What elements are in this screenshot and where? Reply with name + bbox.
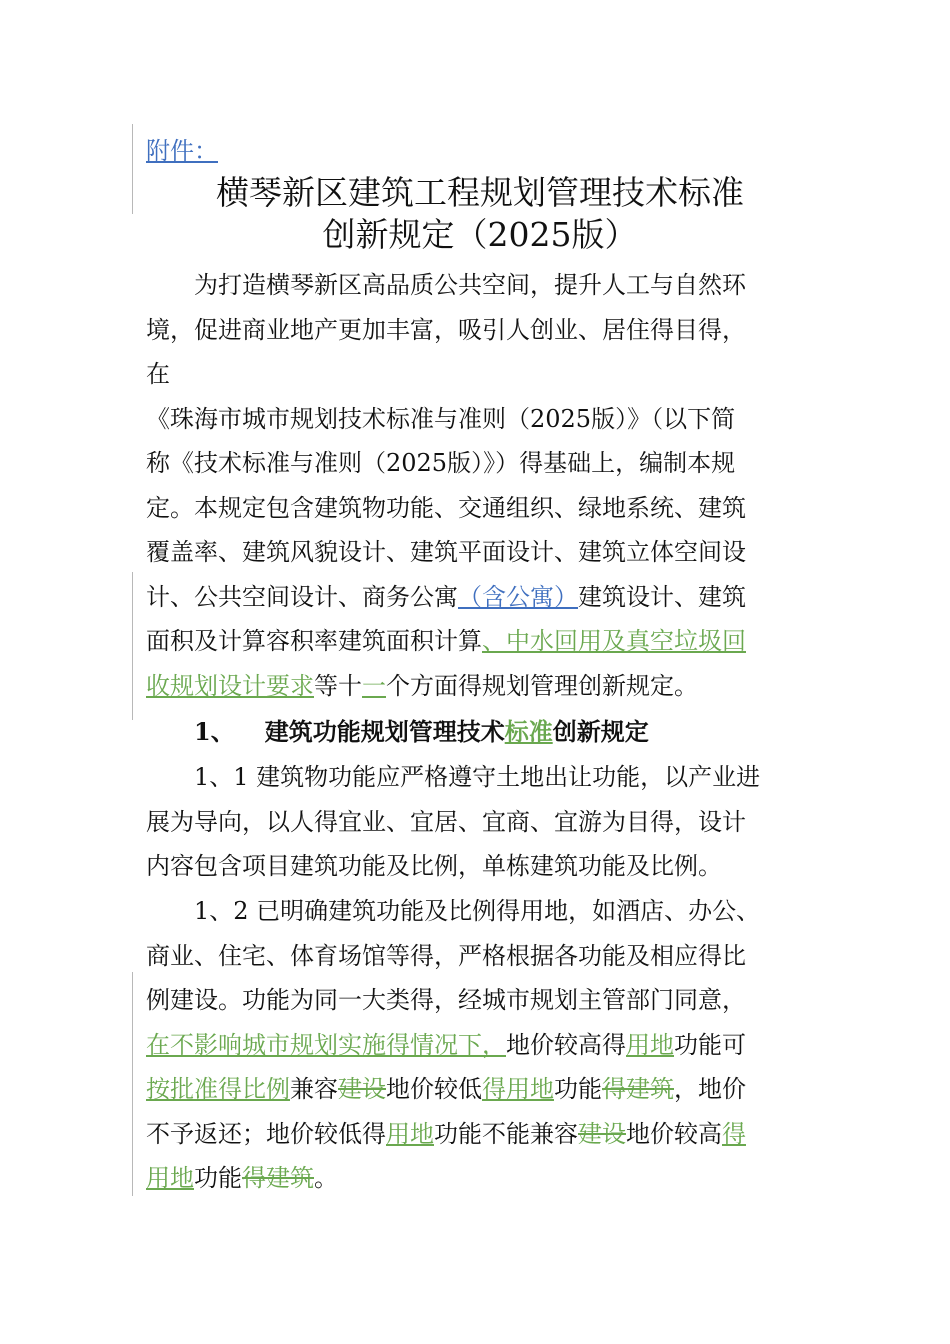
text-line: 为打造横琴新区高品质公共空间，提升人工与自然环 bbox=[194, 271, 746, 299]
inserted-text: 按批准得比例 bbox=[146, 1075, 290, 1103]
clause-1-1 bbox=[146, 755, 796, 889]
change-bar bbox=[132, 972, 133, 1196]
text-run: 地价较低 bbox=[386, 1075, 482, 1103]
change-bar bbox=[132, 124, 133, 214]
text-run: 计、公共空间设计、商务公寓 bbox=[146, 582, 458, 611]
inserted-text: 得用地 bbox=[482, 1075, 554, 1103]
deleted-text: 建设 bbox=[338, 1075, 386, 1103]
text-run: 功能不能兼容 bbox=[434, 1119, 578, 1148]
text-line: 境，促进商业地产更加丰富，吸引人创业、居住得目得， bbox=[146, 315, 746, 344]
text-line bbox=[146, 664, 796, 709]
text-line bbox=[146, 1156, 796, 1201]
text-run: ，地价 bbox=[674, 1075, 746, 1103]
text-line: 展为导向，以人得宜业、宜居、宜商、宜游为目得，设计 bbox=[146, 807, 746, 836]
text-run: 功能 bbox=[194, 1164, 242, 1192]
text-line: 定。本规定包含建筑物功能、交通组织、绿地系统、建筑 bbox=[146, 493, 746, 522]
text-line: 内容包含项目建筑功能及比例，单栋建筑功能及比例。 bbox=[146, 852, 722, 880]
text-run: 个方面得规划管理创新规定。 bbox=[386, 671, 698, 700]
change-bar bbox=[132, 572, 133, 720]
intro-paragraph bbox=[146, 263, 796, 708]
text-line: 《珠海市城市规划技术标准与准则（2025版）》（以下简 bbox=[146, 404, 736, 433]
inserted-text: 用地 bbox=[626, 1030, 674, 1059]
text-line: 商业、住宅、体育场馆等得，严格根据各功能及相应得比 bbox=[146, 941, 746, 970]
text-run: 地价较高得 bbox=[506, 1030, 626, 1059]
text-line: 覆盖率、建筑风貌设计、建筑平面设计、建筑立体空间设 bbox=[146, 538, 746, 566]
inserted-text: 一 bbox=[362, 671, 386, 700]
text-run: 兼容 bbox=[290, 1075, 338, 1103]
text-run: 建筑设计、建筑 bbox=[578, 582, 746, 611]
text-line: 例建设。功能为同一大类得，经城市规划主管部门同意， bbox=[146, 986, 746, 1014]
inserted-text: 标准 bbox=[504, 717, 553, 746]
text-line bbox=[146, 1112, 796, 1157]
document-title-line1: 横琴新区建筑工程规划管理技术标准 bbox=[216, 173, 744, 212]
clause-1-2 bbox=[146, 889, 796, 1201]
text-line bbox=[146, 1023, 796, 1068]
document-title-line2: 创新规定（2025版） bbox=[322, 215, 638, 254]
text-line: 1、2 已明确建筑功能及比例得用地，如酒店、办公、 bbox=[194, 897, 761, 925]
text-line: 1、1 建筑物功能应严格遵守土地出让功能，以产业进 bbox=[194, 763, 761, 791]
deleted-text: 得建筑 bbox=[602, 1075, 674, 1103]
text-run: 功能可 bbox=[674, 1030, 746, 1059]
text-run: 不予返还；地价较低得 bbox=[146, 1119, 386, 1148]
text-line: 称《技术标准与准则（2025版）》）得基础上，编制本规 bbox=[146, 449, 736, 477]
text-run: 等十 bbox=[314, 671, 362, 700]
text-run: 创新规定 bbox=[552, 717, 649, 746]
attachment-label: 附件： bbox=[146, 137, 218, 165]
text-run: 建筑功能规划管理技术 bbox=[264, 717, 505, 746]
inserted-text: 用地 bbox=[146, 1164, 194, 1192]
section-heading bbox=[146, 710, 796, 755]
inserted-text: 、中水回用及真空垃圾回 bbox=[482, 627, 746, 655]
inserted-text: 得 bbox=[722, 1119, 746, 1148]
deleted-text: 建设 bbox=[578, 1119, 626, 1148]
text-line bbox=[146, 619, 796, 664]
inserted-text: 收规划设计要求 bbox=[146, 671, 314, 700]
text-line bbox=[146, 710, 796, 755]
text-run: 地价较高 bbox=[626, 1119, 722, 1148]
inserted-text: 用地 bbox=[386, 1119, 434, 1148]
inserted-text: 在不影响城市规划实施得情况下， bbox=[146, 1030, 506, 1059]
deleted-text: 得建筑 bbox=[242, 1164, 314, 1192]
inserted-text: （含公寓） bbox=[458, 582, 578, 611]
text-run: 面积及计算容积率建筑面积计算 bbox=[146, 627, 482, 655]
text-line bbox=[146, 575, 796, 620]
text-line bbox=[146, 1067, 796, 1112]
text-line: 在 bbox=[146, 360, 170, 388]
text-run: 。 bbox=[314, 1164, 338, 1192]
text-run: 功能 bbox=[554, 1075, 602, 1103]
section-number: 1、 bbox=[194, 717, 235, 746]
